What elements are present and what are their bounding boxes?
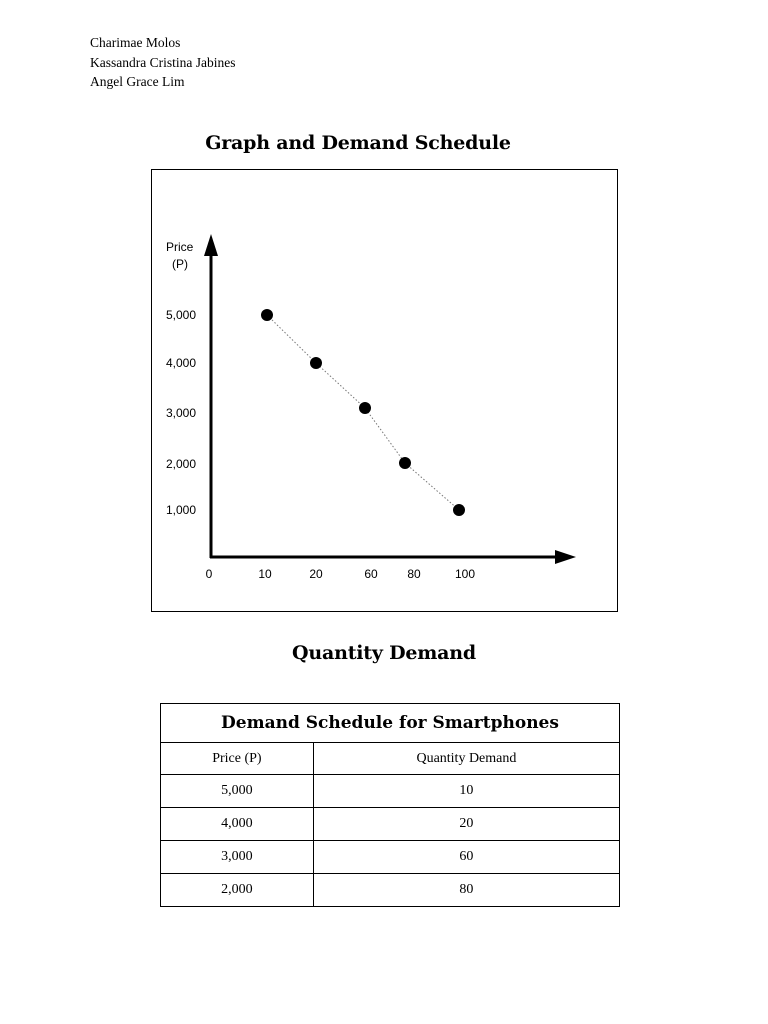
x-tick-label: 60 xyxy=(364,567,378,581)
graph-caption: Quantity Demand xyxy=(292,642,476,664)
y-axis-label-unit: (P) xyxy=(172,257,188,271)
column-header-quantity: Quantity Demand xyxy=(313,743,619,775)
x-tick-label: 100 xyxy=(454,567,476,581)
table-cell-quantity: 60 xyxy=(313,841,619,874)
table-cell-quantity: 80 xyxy=(313,874,619,907)
y-tick-label: 4,000 xyxy=(166,356,197,370)
x-tick-label: 80 xyxy=(407,567,421,581)
y-tick-label: 3,000 xyxy=(166,406,197,420)
x-axis-arrow-icon xyxy=(555,550,576,564)
table-row xyxy=(161,808,620,841)
table-row xyxy=(161,841,620,874)
author-name: Charimae Molos xyxy=(90,35,181,50)
y-axis-label: Price xyxy=(166,240,194,254)
data-point xyxy=(399,457,411,469)
chart-axes xyxy=(204,234,576,564)
x-tick-label: 10 xyxy=(258,567,272,581)
author-name: Angel Grace Lim xyxy=(90,74,185,89)
y-tick-label: 2,000 xyxy=(166,457,197,471)
table-row xyxy=(161,874,620,907)
data-point xyxy=(453,504,465,516)
author-list xyxy=(90,33,235,92)
document-title: Graph and Demand Schedule xyxy=(205,132,511,154)
demand-chart-svg xyxy=(152,170,619,613)
y-tick-label: 1,000 xyxy=(166,503,197,517)
table-row xyxy=(161,775,620,808)
data-point xyxy=(261,309,273,321)
demand-schedule-table xyxy=(160,703,620,907)
column-header-price: Price (P) xyxy=(161,743,314,775)
table-title: Demand Schedule for Smartphones xyxy=(161,704,620,743)
table-cell-price: 4,000 xyxy=(161,808,314,841)
x-tick-label: 0 xyxy=(205,567,213,581)
table-cell-price: 2,000 xyxy=(161,874,314,907)
table-cell-price: 5,000 xyxy=(161,775,314,808)
x-tick-label: 20 xyxy=(309,567,323,581)
y-axis-arrow-icon xyxy=(204,234,218,256)
demand-graph xyxy=(151,169,618,612)
data-point xyxy=(359,402,371,414)
author-name: Kassandra Cristina Jabines xyxy=(90,54,236,70)
data-point xyxy=(310,357,322,369)
table-cell-price: 3,000 xyxy=(161,841,314,874)
table-cell-quantity: 10 xyxy=(313,775,619,808)
table-cell-quantity: 20 xyxy=(313,808,619,841)
y-tick-label: 5,000 xyxy=(166,308,197,322)
